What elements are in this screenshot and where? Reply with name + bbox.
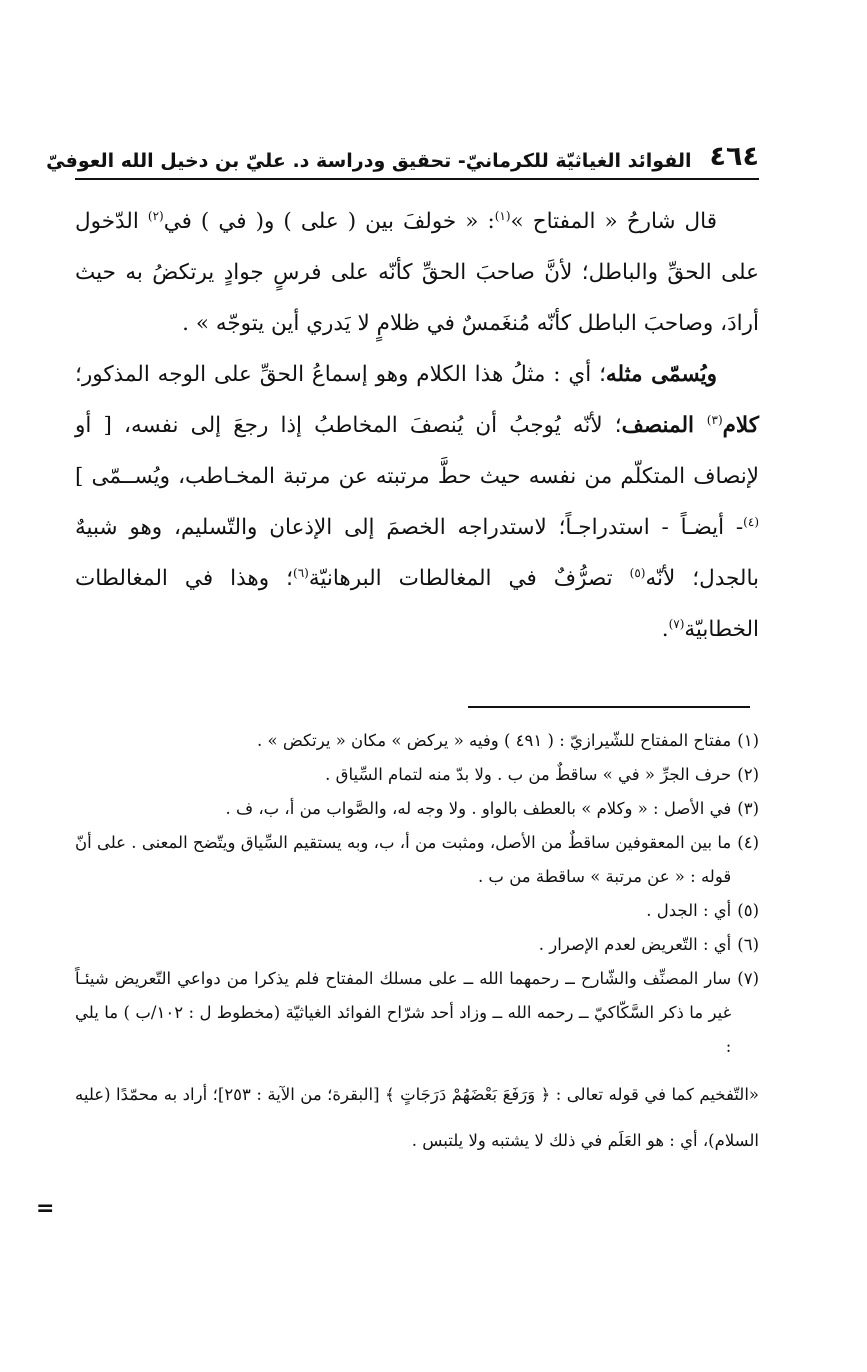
term-kalam: كلام [722, 413, 760, 438]
footnote-ref-1: (١) [494, 208, 511, 223]
footnote-3: (٣) في الأصل : « وكلام » بالعطف بالواو . ولا وجه له، والصَّواب من أ، ب، ف . [225, 799, 759, 818]
footnote-2: (٢) حرف الجرِّ « في » ساقطٌ من ب . ولا بدّ منه لتمام السِّياق . [325, 765, 759, 784]
footnote-ref-7: (٧) [668, 616, 685, 631]
footnote-ref-2: (٢) [147, 208, 164, 223]
paragraph-1: قال شارحُ « المفتاح »$^{(١)}$: « خولفَ بين ( على ) و( في ) في$^{(٢)}$ الدّخول على الحقِّ والباطل؛ لأنَّ صاحبَ الحقِّ كأنّه على فرسٍ جوادٍ يرتكضُ به حيث أرادَ، وصاحبَ الباطل كأنّه مُنغَمسٌ في ظلامٍ لا يَدري أين يتوجّه » . [75, 208, 759, 336]
footnote-7: (٧) سار المصنِّف والشّارح ــ رحمهما الله ــ على مسلك المفتاح فلم يذكرا من دواعي التّعريض شيئـاً غير ما ذكر السَّكّاكيّ ــ رحمه الله ــ وزاد أحد شرّاح الفوائد الغياثيّة (مخطوط ل : ١٠٢/ب ) ما يلي : [75, 969, 759, 1056]
paragraph-2: ويُسمّى مثله؛ أي : مثلُ هذا الكلام وهو إسماعُ الحقِّ على الوجه المذكور؛ كلام$^{(٣)}$ المنصف؛ لأنّه يُوجبُ أن يُنصفَ المخاطبُ إذا رجعَ إلى نفسه، [ أو لإنصاف المتكلّم من نفسه حيث حطَّ مرتبته عن مرتبة المخـاطب، ويُســمّى ]$^{(٤)}$- أيضـاً - استدراجـاً؛ لاستدراجه الخصمَ إلى الإذعان والتّسليم، وهو شبيهٌ بالجدل؛ لأنّه$^{(٥)}$ تصرُّفٌ في المغالطات البرهانيّة$^{(٦)}$؛ وهذا في المغالطات الخطابيّة$^{(٧)}$. [75, 362, 760, 642]
footnote-4: (٤) ما بين المعقوفين ساقطٌ من الأصل، ومثبت من أ، ب، وبه يستقيم السِّياق ويتّضح المعنى . على أنّ قوله : « عن مرتبة » ساقطة من ب . [75, 833, 759, 886]
term-munsif: المنصف [621, 413, 707, 438]
footnotes [75, 724, 759, 1164]
footnote-separator [468, 706, 750, 708]
page-header [46, 132, 759, 172]
header-rule [75, 178, 759, 180]
main-text [75, 196, 759, 655]
footnote-ref-3: (٣) [706, 412, 723, 427]
footnote-1: (١) مفتاح المفتاح للشّيرازيّ : ( ٤٩١ ) وفيه « يركض » مكان « يرتكض » . [257, 731, 759, 750]
footnote-6: (٦) أي : التّعريض لعدم الإصرار . [538, 935, 759, 954]
term-yusamma: ويُسمّى مثله [605, 362, 717, 387]
page-number: ٤٦٤ [709, 141, 759, 172]
footnote-5: (٥) أي : الجدل . [646, 901, 759, 920]
footnote-ref-4: (٤) [743, 514, 759, 529]
footnote-quote: «التّفخيم كما في قوله تعالى : ﴿ وَرَفَعَ بَعْضَهُمْ دَرَجَاتٍ ﴾ [البقرة؛ من الآية : ٢٥٣]؛ أراد به محمّدًا (عليه السلام)، أي : هو العَلَم في ذلك لا يشتبه ولا يلتبس . [75, 1085, 759, 1150]
footnote-ref-6: (٦) [293, 565, 309, 580]
footnote-ref-5: (٥) [629, 565, 646, 580]
running-title: الفوائد الغياثيّة للكرمانيّ- تحقيق ودراسة د. عليّ بن دخيل الله العوفيّ [46, 150, 692, 172]
continuation-mark: = [36, 1196, 55, 1221]
